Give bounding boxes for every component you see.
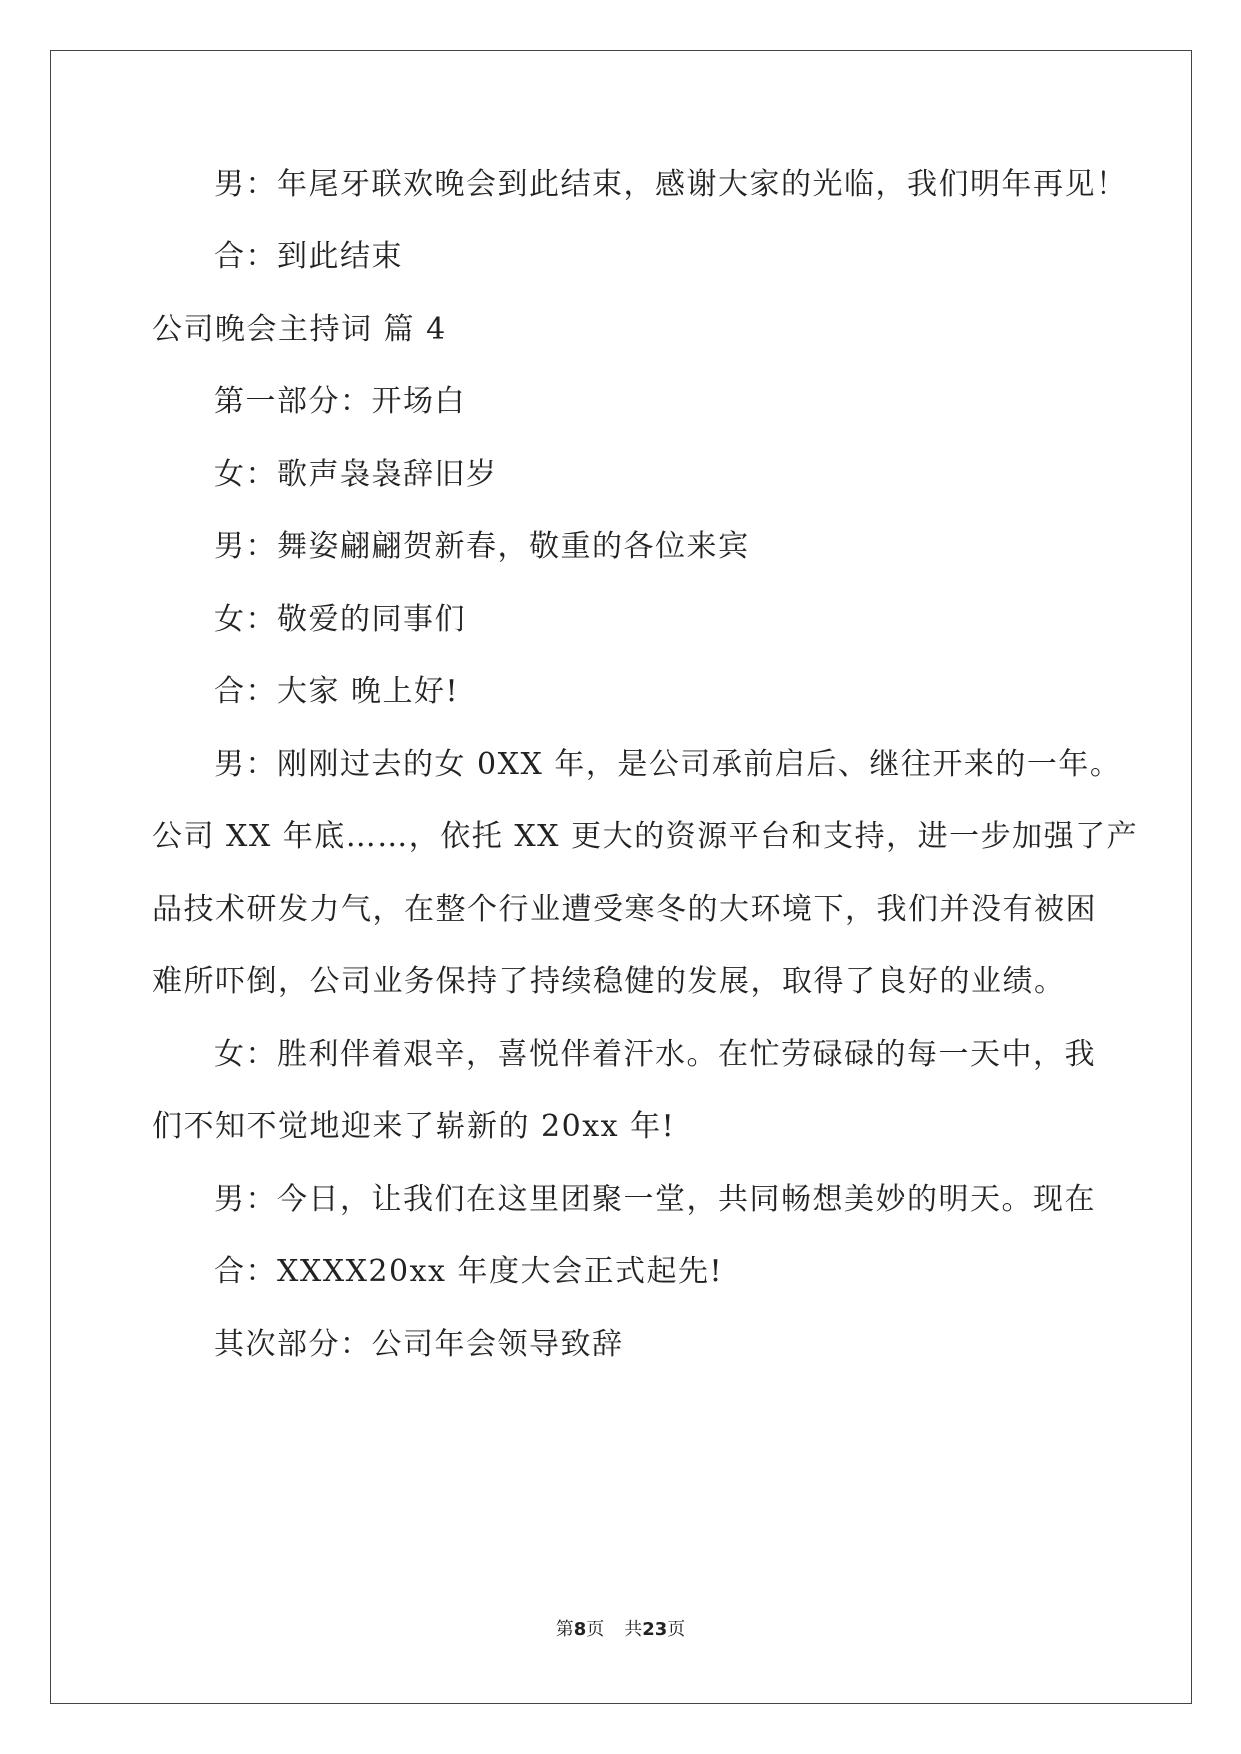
paragraph-line: 合：XXXX20xx 年度大会正式起先! xyxy=(214,1254,724,1289)
paragraph-line: 男：今日，让我们在这里团聚一堂，共同畅想美妙的明天。现在 xyxy=(214,1182,1096,1217)
paragraph-line: 男：年尾牙联欢晚会到此结束，感谢大家的光临，我们明年再见！ xyxy=(214,167,1128,202)
total-suffix: 页 xyxy=(667,1619,686,1640)
paragraph-line: 女：胜利伴着艰辛，喜悦伴着汗水。在忙劳碌碌的每一天中，我 xyxy=(214,1037,1096,1072)
paragraph-line: 女：歌声袅袅辞旧岁 xyxy=(214,457,498,492)
total-prefix: 共 xyxy=(624,1619,643,1640)
section-heading: 公司晚会主持词 篇 4 xyxy=(152,312,447,347)
paragraph-line: 第一部分：开场白 xyxy=(214,384,466,419)
page-suffix: 页 xyxy=(586,1619,605,1640)
paragraph-line: 女：敬爱的同事们 xyxy=(214,602,466,637)
paragraph-line: 合：到此结束 xyxy=(214,239,403,274)
paragraph-line: 合：大家 晚上好! xyxy=(214,674,460,709)
paragraph-line: 难所吓倒，公司业务保持了持续稳健的发展，取得了良好的业绩。 xyxy=(152,964,1066,999)
paragraph-line: 男：刚刚过去的女 0XX 年，是公司承前启后、继往开来的一年。 xyxy=(214,747,1122,782)
total-pages: 23 xyxy=(642,1619,668,1640)
page-footer xyxy=(0,1618,1241,1642)
paragraph-line: 男：舞姿翩翩贺新春，敬重的各位来宾 xyxy=(214,529,750,564)
page-number: 8 xyxy=(573,1619,587,1640)
paragraph-line: 其次部分：公司年会领导致辞 xyxy=(214,1327,624,1362)
paragraph-line: 品技术研发力气，在整个行业遭受寒冬的大环境下，我们并没有被困 xyxy=(152,892,1097,927)
paragraph-line: 公司 XX 年底……，依托 XX 更大的资源平台和支持，进一步加强了产 xyxy=(152,819,1139,854)
paragraph-line: 们不知不觉地迎来了崭新的 20xx 年! xyxy=(152,1109,676,1144)
page-border xyxy=(50,50,1192,1704)
page-prefix: 第 xyxy=(555,1619,574,1640)
